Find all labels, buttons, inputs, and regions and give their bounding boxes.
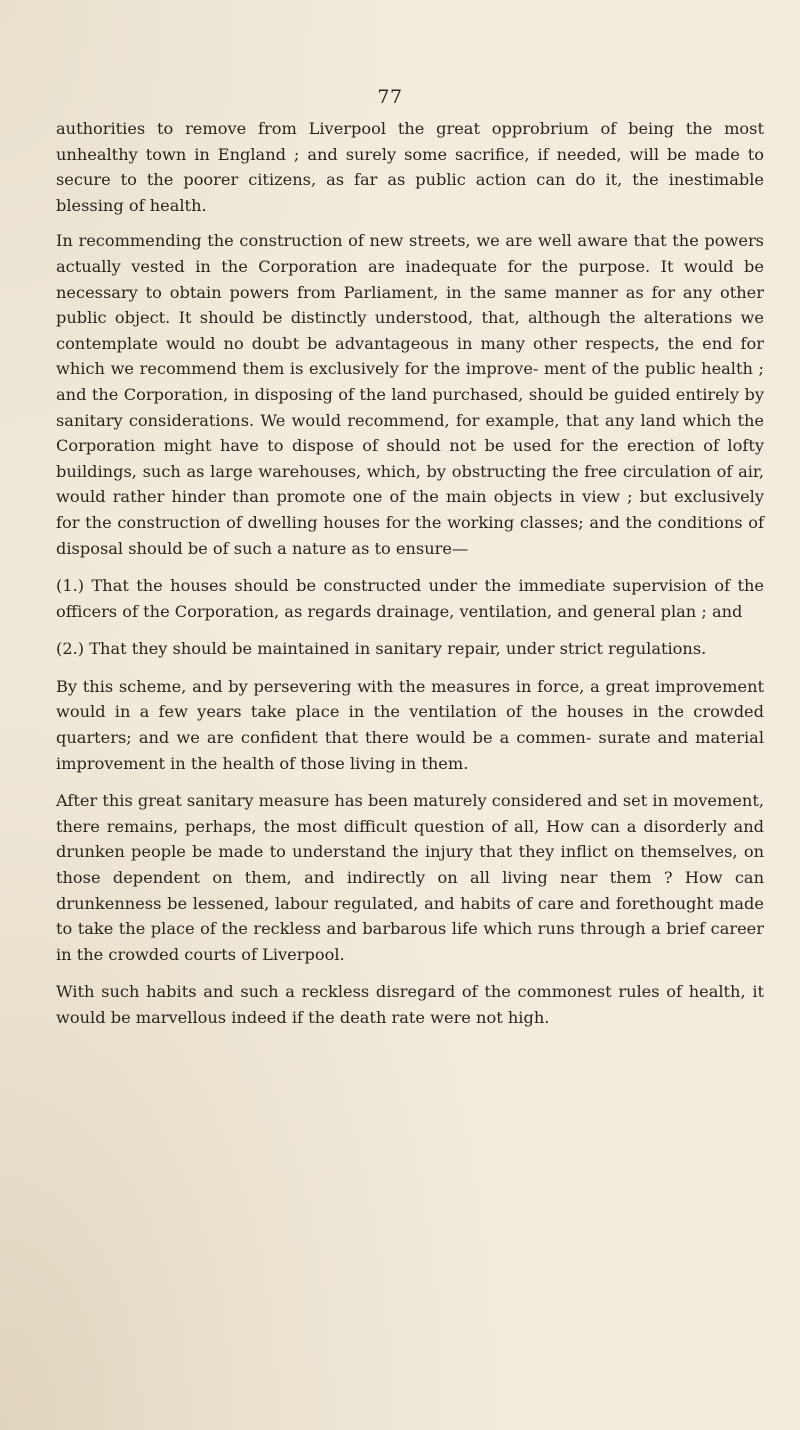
paragraph-difficult-question: After this great sanitary measure has been maturely considered and set in movement, there remains, perhaps, the most difficult question of all, How can a disorderly and drunken people be made to understand the injury that they inflict on themselves, on those dependent on them, and indirectly on all living near them ? How can drunkenness be lessened, labour regulated, and habits of care and forethought made to take the place of the reckless and barbarous life which runs through a brief career in the crowded courts of Liverpool. [56,791,764,964]
paragraph-death-rate: With such habits and such a reckless disregard of the commonest rules of health, it would be marvellous indeed if the death rate were not high. [56,982,764,1027]
paragraph-new-streets: In recommending the construction of new streets, we are well aware that the powers actually vested in the Corporation are inadequate for the purpose. It would be necessary to obtain powers from Parliament, in the same manner as for any other public object. It should be distinctly understood, that, although the alterations we contemplate would no doubt be advantageous in many other respects, the end for which we recommend them is exclusively for the improve- ment of the public health ; and the Corporation, in disposing of the land purchased, should be guided entirely by sanitary considerations. We would recommend, for example, that any land which the Corporation might have to dispose of should not be used for the erection of lofty buildings, such as large warehouses, which, by obstructing the free circulation of air, would rather hinder than promote one of the main objects in view ; but exclusively for the construction of dwelling houses for the working classes; and the conditions of disposal should be of such a nature as to ensure— [56,231,764,558]
page-number: 77 [377,86,403,108]
body-text [56,116,764,1043]
paragraph-condition-1: (1.) That the houses should be constructed under the immediate supervision of the officers of the Corporation, as regards drainage, ventilation, and general plan ; and [56,576,764,621]
paragraph-scheme: By this scheme, and by persevering with the measures in force, a great improvement would in a few years take place in the ventilation of the houses in the crowded quarters; and we are confident that there would be a commen- surate and material improvement in the health of those living in them. [56,676,764,773]
paragraph-continuation: authorities to remove from Liverpool the great opprobrium of being the most unhealthy town in England ; and surely some sacrifice, if needed, will be made to secure to the poorer citizens, as far as public action can do it, the inestimable blessing of health. [56,119,764,215]
paragraph-condition-2: (2.) That they should be maintained in sanitary repair, under strict regulations. [56,639,707,659]
